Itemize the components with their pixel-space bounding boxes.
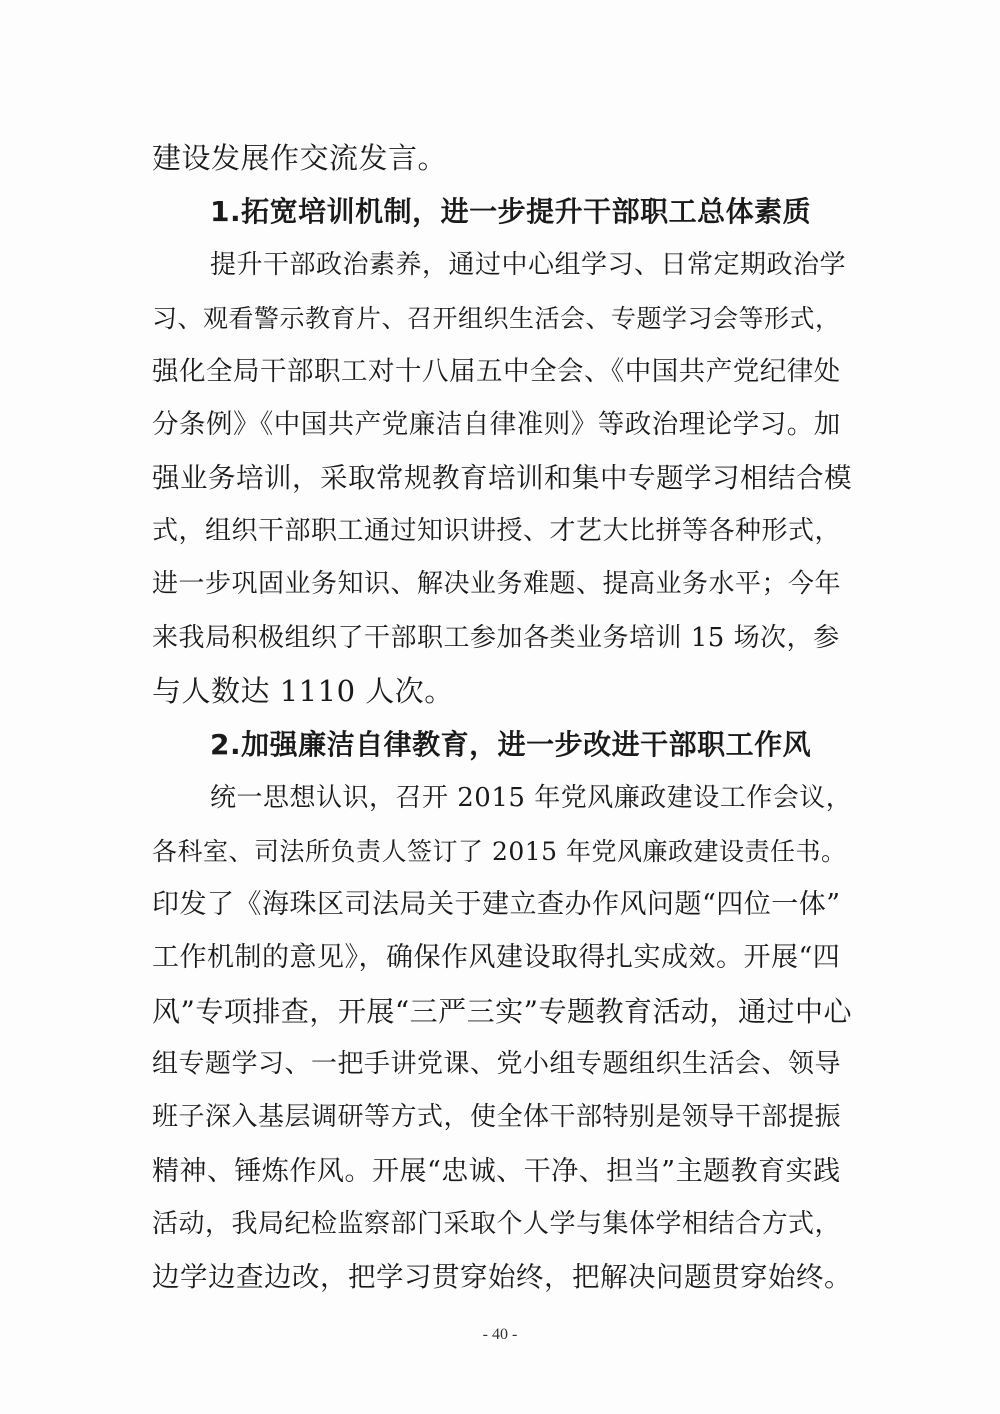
paragraph-line: 式，组织干部职工通过知识讲授、才艺大比拼等各种形式， <box>152 516 842 547</box>
paragraph-line: 工作机制的意见》，确保作风建设取得扎实成效。开展“四 <box>152 942 841 974</box>
paragraph-line: 进一步巩固业务知识、解决业务难题、提高业务水平；今年 <box>152 569 842 600</box>
paragraph-line: 班子深入基层调研等方式，使全体干部特别是领导干部提振 <box>152 1102 842 1133</box>
section-heading-2: 2.加强廉洁自律教育，进一步改进干部职工作风 <box>210 728 812 762</box>
paragraph-line: 习、观看警示教育片、召开组织生活会、专题学习会等形式， <box>152 303 841 333</box>
paragraph-line: 统一思想认识，召开 2015 年党风廉政建设工作会议， <box>210 782 853 813</box>
paragraph-line: 提升干部政治素养，通过中心组学习、日常定期政治学 <box>210 249 847 280</box>
paragraph-line: 分条例》《中国共产党廉洁自律准则》等政治理论学习。加 <box>152 409 841 441</box>
paragraph-line: 与人数达 1110 人次。 <box>152 673 454 708</box>
section-heading-1: 1.拓宽培训机制，进一步提升干部职工总体素质 <box>210 195 812 229</box>
page-number: - 40 - <box>482 1326 518 1343</box>
paragraph-line: 组专题学习、一把手讲党课、党小组专题组织生活会、领导 <box>152 1049 842 1080</box>
document-body <box>152 132 852 1305</box>
paragraph-line: 活动，我局纪检监察部门采取个人学与集体学相结合方式， <box>152 1208 842 1239</box>
body-line: 建设发展作交流发言。 <box>152 141 448 175</box>
paragraph-line: 来我局积极组织了干部职工参加各类业务培训 15 场次，参 <box>152 622 840 653</box>
paragraph-line: 精神、锤炼作风。开展“忠诚、干净、担当”主题教育实践 <box>152 1155 841 1187</box>
paragraph-line: 强业务培训，采取常规教育培训和集中专题学习相结合模 <box>152 461 852 494</box>
paragraph-line: 印发了《海珠区司法局关于建立查办作风问题“四位一体” <box>152 889 841 921</box>
paragraph-line: 强化全局干部职工对十八届五中全会、《中国共产党纪律处 <box>152 356 841 388</box>
paragraph-line: 风”专项排查，开展“三严三实”专题教育活动，通过中心 <box>152 994 852 1028</box>
paragraph-line: 各科室、司法所负责人签订了 2015 年党风廉政建设责任书。 <box>152 836 847 866</box>
paragraph-line: 边学边查边改，把学习贯穿始终，把解决问题贯穿始终。 <box>152 1261 852 1294</box>
